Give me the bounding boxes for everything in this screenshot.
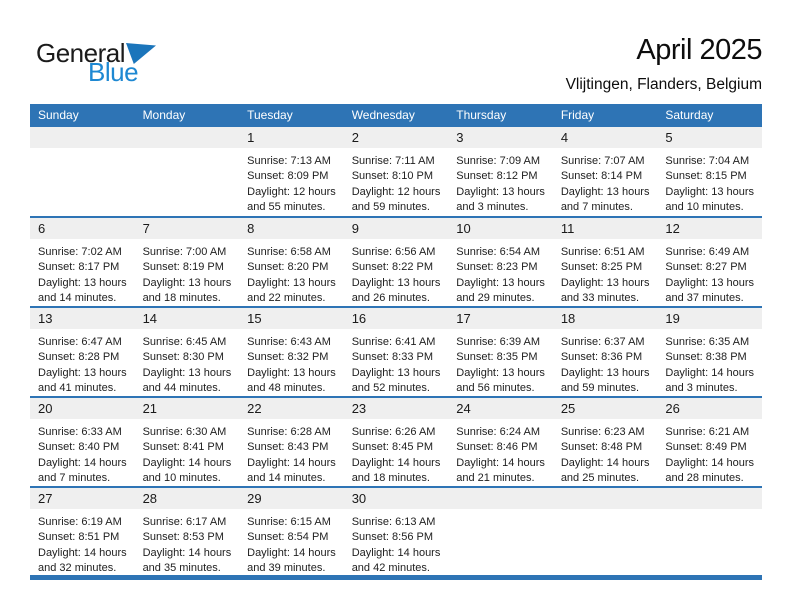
day-cell-5 <box>657 127 762 217</box>
week-row-2 <box>30 217 762 307</box>
empty-day-cell <box>657 487 762 577</box>
week-row-3 <box>30 307 762 397</box>
weekday-header-thursday: Thursday <box>448 104 553 127</box>
day-cell-21 <box>135 397 240 487</box>
day-number: 17 <box>448 308 553 329</box>
daylight-text: Daylight: 14 hours and 18 minutes. <box>351 457 441 484</box>
day-details <box>30 148 135 154</box>
week-row-1 <box>30 127 762 217</box>
day-details <box>239 509 344 575</box>
daylight-text: Daylight: 12 hours and 55 minutes. <box>247 186 336 213</box>
day-number <box>553 488 658 509</box>
day-number: 13 <box>30 308 135 329</box>
sunset-text: Sunset: 8:36 PM <box>560 350 643 363</box>
day-number: 2 <box>344 127 449 148</box>
day-details <box>344 509 449 575</box>
day-details <box>553 148 658 214</box>
day-details <box>657 329 762 395</box>
day-number <box>135 127 240 148</box>
sunrise-text: Sunrise: 6:41 AM <box>351 336 436 348</box>
day-cell-19 <box>657 307 762 397</box>
day-number: 22 <box>239 398 344 419</box>
day-cell-20 <box>30 397 135 487</box>
day-details <box>344 239 449 305</box>
day-details <box>135 419 240 485</box>
day-details <box>657 419 762 485</box>
day-number: 30 <box>344 488 449 509</box>
weekday-header-friday: Friday <box>553 104 658 127</box>
day-number: 1 <box>239 127 344 148</box>
sunset-text: Sunset: 8:46 PM <box>456 440 538 453</box>
daylight-text: Daylight: 13 hours and 18 minutes. <box>142 277 232 304</box>
day-number: 14 <box>135 308 240 329</box>
weekday-header-saturday: Saturday <box>657 104 762 127</box>
day-details <box>239 419 344 485</box>
sunrise-text: Sunrise: 7:02 AM <box>38 246 122 258</box>
day-number: 23 <box>344 398 449 419</box>
sunrise-text: Sunrise: 7:07 AM <box>560 155 645 167</box>
day-number: 10 <box>448 218 553 239</box>
day-cell-11 <box>553 217 658 307</box>
day-cell-14 <box>135 307 240 397</box>
sunset-text: Sunset: 8:53 PM <box>142 530 224 543</box>
sunrise-text: Sunrise: 6:54 AM <box>456 246 541 258</box>
day-cell-1 <box>239 127 344 217</box>
sunset-text: Sunset: 8:35 PM <box>456 350 538 363</box>
sunrise-text: Sunrise: 6:49 AM <box>665 246 750 258</box>
day-number: 27 <box>30 488 135 509</box>
general-blue-logo <box>36 40 156 85</box>
day-details <box>657 239 762 305</box>
sunrise-text: Sunrise: 6:21 AM <box>665 426 750 438</box>
daylight-text: Daylight: 13 hours and 3 minutes. <box>456 186 545 213</box>
day-details <box>239 148 344 214</box>
sunset-text: Sunset: 8:30 PM <box>142 350 224 363</box>
day-number: 3 <box>448 127 553 148</box>
week-row-4 <box>30 397 762 487</box>
sunset-text: Sunset: 8:10 PM <box>351 169 434 182</box>
day-number: 21 <box>135 398 240 419</box>
daylight-text: Daylight: 14 hours and 28 minutes. <box>665 457 755 484</box>
daylight-text: Daylight: 13 hours and 26 minutes. <box>351 277 441 304</box>
daylight-text: Daylight: 14 hours and 21 minutes. <box>456 457 545 484</box>
day-details <box>239 329 344 395</box>
day-details <box>448 148 553 214</box>
sunset-text: Sunset: 8:41 PM <box>142 440 224 453</box>
day-cell-2 <box>344 127 449 217</box>
day-cell-15 <box>239 307 344 397</box>
day-number: 28 <box>135 488 240 509</box>
day-number: 15 <box>239 308 344 329</box>
daylight-text: Daylight: 14 hours and 14 minutes. <box>247 457 336 484</box>
day-details <box>135 239 240 305</box>
sunset-text: Sunset: 8:19 PM <box>142 260 224 273</box>
sunset-text: Sunset: 8:38 PM <box>665 350 747 363</box>
day-details <box>135 509 240 575</box>
sunset-text: Sunset: 8:51 PM <box>38 530 120 543</box>
day-number: 26 <box>657 398 762 419</box>
empty-day-cell <box>553 487 658 577</box>
day-number: 18 <box>553 308 658 329</box>
sunset-text: Sunset: 8:40 PM <box>38 440 120 453</box>
daylight-text: Daylight: 13 hours and 10 minutes. <box>665 186 755 213</box>
daylight-text: Daylight: 14 hours and 35 minutes. <box>142 547 232 574</box>
sunrise-text: Sunrise: 6:33 AM <box>38 426 122 438</box>
logo-text-general: General <box>36 38 125 68</box>
daylight-text: Daylight: 13 hours and 7 minutes. <box>560 186 650 213</box>
day-details <box>30 419 135 485</box>
sunset-text: Sunset: 8:28 PM <box>38 350 120 363</box>
sunset-text: Sunset: 8:23 PM <box>456 260 538 273</box>
sunrise-text: Sunrise: 7:09 AM <box>456 155 541 167</box>
daylight-text: Daylight: 13 hours and 48 minutes. <box>247 367 336 394</box>
sunset-text: Sunset: 8:09 PM <box>247 169 329 182</box>
weekday-header-row <box>30 104 762 127</box>
empty-day-cell <box>135 127 240 217</box>
day-details <box>344 419 449 485</box>
day-number: 5 <box>657 127 762 148</box>
daylight-text: Daylight: 14 hours and 39 minutes. <box>247 547 336 574</box>
day-cell-4 <box>553 127 658 217</box>
sunrise-text: Sunrise: 6:45 AM <box>142 336 227 348</box>
weekday-header-monday: Monday <box>135 104 240 127</box>
day-number <box>657 488 762 509</box>
day-number: 24 <box>448 398 553 419</box>
day-details <box>553 239 658 305</box>
day-number: 7 <box>135 218 240 239</box>
calendar-location: Vlijtingen, Flanders, Belgium <box>565 76 762 93</box>
day-details <box>553 329 658 395</box>
daylight-text: Daylight: 12 hours and 59 minutes. <box>351 186 441 213</box>
day-details <box>657 509 762 515</box>
sunrise-text: Sunrise: 6:51 AM <box>560 246 645 258</box>
empty-day-cell <box>30 127 135 217</box>
day-cell-10 <box>448 217 553 307</box>
sunrise-text: Sunrise: 6:47 AM <box>38 336 122 348</box>
sunrise-text: Sunrise: 6:58 AM <box>247 246 331 258</box>
day-details <box>448 419 553 485</box>
daylight-text: Daylight: 13 hours and 44 minutes. <box>142 367 232 394</box>
day-number: 9 <box>344 218 449 239</box>
day-number: 6 <box>30 218 135 239</box>
day-details <box>344 148 449 214</box>
weekday-header-wednesday: Wednesday <box>344 104 449 127</box>
daylight-text: Daylight: 13 hours and 56 minutes. <box>456 367 545 394</box>
title-block <box>566 34 762 94</box>
daylight-text: Daylight: 14 hours and 42 minutes. <box>351 547 441 574</box>
day-details <box>30 239 135 305</box>
day-cell-8 <box>239 217 344 307</box>
day-details <box>448 329 553 395</box>
day-number: 11 <box>553 218 658 239</box>
weekday-header-sunday: Sunday <box>30 104 135 127</box>
sunset-text: Sunset: 8:48 PM <box>560 440 643 453</box>
sunrise-text: Sunrise: 7:13 AM <box>247 155 331 167</box>
daylight-text: Daylight: 14 hours and 3 minutes. <box>665 367 755 394</box>
sunrise-text: Sunrise: 6:19 AM <box>38 516 122 528</box>
sunrise-text: Sunrise: 6:23 AM <box>560 426 645 438</box>
sunset-text: Sunset: 8:33 PM <box>351 350 434 363</box>
sunrise-text: Sunrise: 6:13 AM <box>351 516 436 528</box>
day-details <box>657 148 762 214</box>
calendar-title: April 2025 <box>636 34 762 66</box>
sunset-text: Sunset: 8:32 PM <box>247 350 329 363</box>
day-cell-17 <box>448 307 553 397</box>
calendar-table <box>30 104 762 577</box>
day-number: 19 <box>657 308 762 329</box>
sunrise-text: Sunrise: 6:24 AM <box>456 426 541 438</box>
sunrise-text: Sunrise: 6:26 AM <box>351 426 436 438</box>
sunrise-text: Sunrise: 6:56 AM <box>351 246 436 258</box>
daylight-text: Daylight: 14 hours and 25 minutes. <box>560 457 650 484</box>
sunrise-text: Sunrise: 6:35 AM <box>665 336 750 348</box>
day-details <box>135 148 240 154</box>
day-cell-27 <box>30 487 135 577</box>
sunset-text: Sunset: 8:56 PM <box>351 530 434 543</box>
day-number: 16 <box>344 308 449 329</box>
day-cell-29 <box>239 487 344 577</box>
sunset-text: Sunset: 8:27 PM <box>665 260 747 273</box>
sunset-text: Sunset: 8:17 PM <box>38 260 120 273</box>
sunset-text: Sunset: 8:22 PM <box>351 260 434 273</box>
sunrise-text: Sunrise: 7:00 AM <box>142 246 227 258</box>
sunrise-text: Sunrise: 6:37 AM <box>560 336 645 348</box>
sunrise-text: Sunrise: 6:17 AM <box>142 516 227 528</box>
sunrise-text: Sunrise: 6:39 AM <box>456 336 541 348</box>
sunset-text: Sunset: 8:20 PM <box>247 260 329 273</box>
sunset-text: Sunset: 8:49 PM <box>665 440 747 453</box>
day-cell-30 <box>344 487 449 577</box>
day-cell-9 <box>344 217 449 307</box>
day-cell-18 <box>553 307 658 397</box>
day-number <box>448 488 553 509</box>
day-cell-25 <box>553 397 658 487</box>
sunrise-text: Sunrise: 6:15 AM <box>247 516 331 528</box>
day-cell-6 <box>30 217 135 307</box>
sunset-text: Sunset: 8:12 PM <box>456 169 538 182</box>
calendar-bottom-bar <box>30 575 762 580</box>
day-cell-26 <box>657 397 762 487</box>
daylight-text: Daylight: 13 hours and 14 minutes. <box>38 277 127 304</box>
day-cell-24 <box>448 397 553 487</box>
sunrise-text: Sunrise: 7:11 AM <box>351 155 435 167</box>
day-number: 8 <box>239 218 344 239</box>
day-details <box>344 329 449 395</box>
day-cell-12 <box>657 217 762 307</box>
day-cell-13 <box>30 307 135 397</box>
empty-day-cell <box>448 487 553 577</box>
day-number <box>30 127 135 148</box>
daylight-text: Daylight: 14 hours and 32 minutes. <box>38 547 127 574</box>
sunrise-text: Sunrise: 6:43 AM <box>247 336 331 348</box>
day-number: 12 <box>657 218 762 239</box>
day-cell-16 <box>344 307 449 397</box>
sunrise-text: Sunrise: 6:30 AM <box>142 426 227 438</box>
daylight-text: Daylight: 13 hours and 52 minutes. <box>351 367 441 394</box>
day-details <box>448 239 553 305</box>
day-cell-23 <box>344 397 449 487</box>
week-row-5 <box>30 487 762 577</box>
sunrise-text: Sunrise: 6:28 AM <box>247 426 331 438</box>
day-details <box>553 419 658 485</box>
sunrise-text: Sunrise: 7:04 AM <box>665 155 750 167</box>
day-details <box>30 329 135 395</box>
day-details <box>239 239 344 305</box>
daylight-text: Daylight: 13 hours and 29 minutes. <box>456 277 545 304</box>
weekday-header-tuesday: Tuesday <box>239 104 344 127</box>
day-details <box>30 509 135 575</box>
day-number: 29 <box>239 488 344 509</box>
day-cell-22 <box>239 397 344 487</box>
sunset-text: Sunset: 8:15 PM <box>665 169 747 182</box>
daylight-text: Daylight: 13 hours and 59 minutes. <box>560 367 650 394</box>
day-number: 25 <box>553 398 658 419</box>
day-cell-3 <box>448 127 553 217</box>
day-details <box>448 509 553 515</box>
logo-text-blue: Blue <box>88 57 139 87</box>
daylight-text: Daylight: 13 hours and 37 minutes. <box>665 277 755 304</box>
sunset-text: Sunset: 8:14 PM <box>560 169 643 182</box>
sunset-text: Sunset: 8:43 PM <box>247 440 329 453</box>
day-cell-28 <box>135 487 240 577</box>
day-number: 20 <box>30 398 135 419</box>
day-number: 4 <box>553 127 658 148</box>
daylight-text: Daylight: 13 hours and 22 minutes. <box>247 277 336 304</box>
sunset-text: Sunset: 8:45 PM <box>351 440 434 453</box>
sunset-text: Sunset: 8:25 PM <box>560 260 643 273</box>
day-cell-7 <box>135 217 240 307</box>
daylight-text: Daylight: 13 hours and 41 minutes. <box>38 367 127 394</box>
day-details <box>553 509 658 515</box>
daylight-text: Daylight: 14 hours and 7 minutes. <box>38 457 127 484</box>
day-details <box>135 329 240 395</box>
daylight-text: Daylight: 13 hours and 33 minutes. <box>560 277 650 304</box>
sunset-text: Sunset: 8:54 PM <box>247 530 329 543</box>
daylight-text: Daylight: 14 hours and 10 minutes. <box>142 457 232 484</box>
